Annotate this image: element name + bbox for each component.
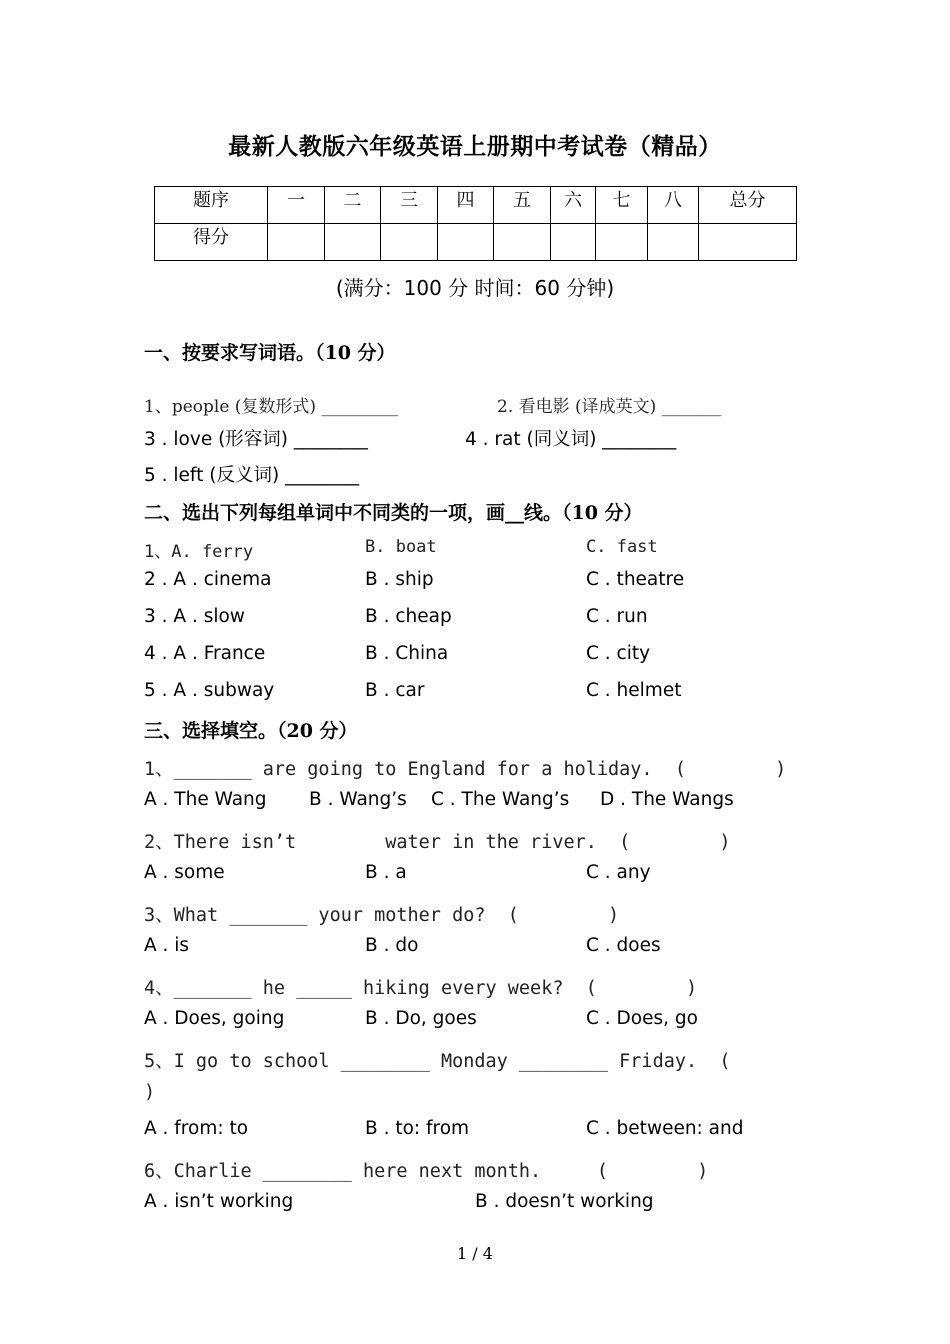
score-header-cell: 八 <box>648 187 699 224</box>
s3-q5-option-c: C . between: and <box>586 1118 744 1139</box>
s3-q1-option-c: C . The Wang’s <box>431 789 570 810</box>
s3-q6-option-a: A . isn’t working <box>144 1191 294 1212</box>
s1-question-1: 1、people (复数形式) _________ <box>144 397 398 417</box>
s2-row4-option-b: B . China <box>365 643 449 664</box>
score-table-header-row <box>155 187 797 224</box>
s2-row3-option-b: B . cheap <box>365 606 452 627</box>
score-header-cell: 题序 <box>155 187 268 224</box>
score-header-cell: 二 <box>325 187 381 224</box>
score-header-cell: 一 <box>268 187 325 224</box>
score-cell[interactable] <box>596 224 648 261</box>
score-cell[interactable] <box>699 224 797 261</box>
page-number: 1 / 4 <box>457 1244 493 1263</box>
score-cell[interactable] <box>494 224 551 261</box>
score-cell[interactable] <box>438 224 494 261</box>
s3-question-5: 5、I go to school ________ Monday ________ Friday. ( <box>144 1051 731 1072</box>
s1-question-5: 5 . left (反义词) ________ <box>144 465 360 486</box>
s1-question-2: 2. 看电影 (译成英文) _______ <box>497 397 722 417</box>
s3-q1-option-d: D . The Wangs <box>600 789 734 810</box>
s3-q3-option-a: A . is <box>144 935 190 956</box>
s3-q4-option-a: A . Does, going <box>144 1008 285 1029</box>
s3-q3-option-b: B . do <box>365 935 419 956</box>
s3-question-1: 1、_______ are going to England for a holiday. ( ) <box>144 759 787 780</box>
score-header-cell: 三 <box>381 187 438 224</box>
score-cell[interactable] <box>648 224 699 261</box>
s2-row2-option-b: B . ship <box>365 569 434 590</box>
s1-question-3: 3 . love (形容词) ________ <box>144 429 368 450</box>
score-cell[interactable] <box>268 224 325 261</box>
s3-q2-option-b: B . a <box>365 862 407 883</box>
s3-q1-option-a: A . The Wang <box>144 789 267 810</box>
s3-q4-option-c: C . Does, go <box>586 1008 698 1029</box>
s1-question-4: 4 . rat (同义词) ________ <box>465 429 677 450</box>
exam-info: (满分：100 分 时间：60 分钟) <box>335 276 615 300</box>
s3-q6-option-b: B . doesn’t working <box>475 1191 654 1212</box>
s2-row1-option-a: 1、A. ferry <box>144 542 254 562</box>
s2-row1-option-b: B. boat <box>365 537 437 557</box>
s2-row5-option-a: 5 . A . subway <box>144 680 275 701</box>
s2-row3-option-a: 3 . A . slow <box>144 606 245 627</box>
s2-row2-option-c: C . theatre <box>586 569 685 590</box>
s2-row5-option-b: B . car <box>365 680 425 701</box>
s3-question-4: 4、_______ he _____ hiking every week? ( ) <box>144 978 698 999</box>
s3-q4-option-b: B . Do, goes <box>365 1008 477 1029</box>
s3-question-6: 6、Charlie ________ here next month. ( ) <box>144 1161 709 1182</box>
s3-q2-option-a: A . some <box>144 862 225 883</box>
score-header-cell: 总分 <box>699 187 797 224</box>
s3-q5-option-b: B . to: from <box>365 1118 470 1139</box>
score-table-score-row <box>155 224 797 261</box>
score-cell[interactable] <box>381 224 438 261</box>
s3-question-3: 3、What _______ your mother do? ( ) <box>144 905 620 926</box>
s3-q2-option-c: C . any <box>586 862 651 883</box>
score-header-cell: 七 <box>596 187 648 224</box>
s2-row2-option-a: 2 . A . cinema <box>144 569 272 590</box>
s2-row4-option-c: C . city <box>586 643 651 664</box>
score-cell[interactable] <box>551 224 596 261</box>
s2-row1-option-c: C. fast <box>586 537 658 557</box>
s2-row3-option-c: C . run <box>586 606 648 627</box>
page-title: 最新人教版六年级英语上册期中考试卷（精品） <box>228 133 722 160</box>
score-header-cell: 五 <box>494 187 551 224</box>
score-header-cell: 六 <box>551 187 596 224</box>
score-header-cell: 四 <box>438 187 494 224</box>
score-row-label: 得分 <box>155 224 268 261</box>
s2-row5-option-c: C . helmet <box>586 680 682 701</box>
s2-row4-option-a: 4 . A . France <box>144 643 266 664</box>
s3-question-5-continued: ) <box>144 1082 156 1103</box>
score-table <box>154 186 797 261</box>
s3-q1-option-b: B . Wang’s <box>309 789 407 810</box>
section2-heading: 二、选出下列每组单词中不同类的一项，画__线。（10 分） <box>144 502 643 524</box>
score-cell[interactable] <box>325 224 381 261</box>
s3-q5-option-a: A . from: to <box>144 1118 249 1139</box>
section1-heading: 一、按要求写词语。（10 分） <box>144 342 396 364</box>
section3-heading: 三、选择填空。（20 分） <box>144 720 358 742</box>
s3-q3-option-c: C . does <box>586 935 661 956</box>
s3-question-2: 2、There isn’t water in the river. ( ) <box>144 832 731 853</box>
